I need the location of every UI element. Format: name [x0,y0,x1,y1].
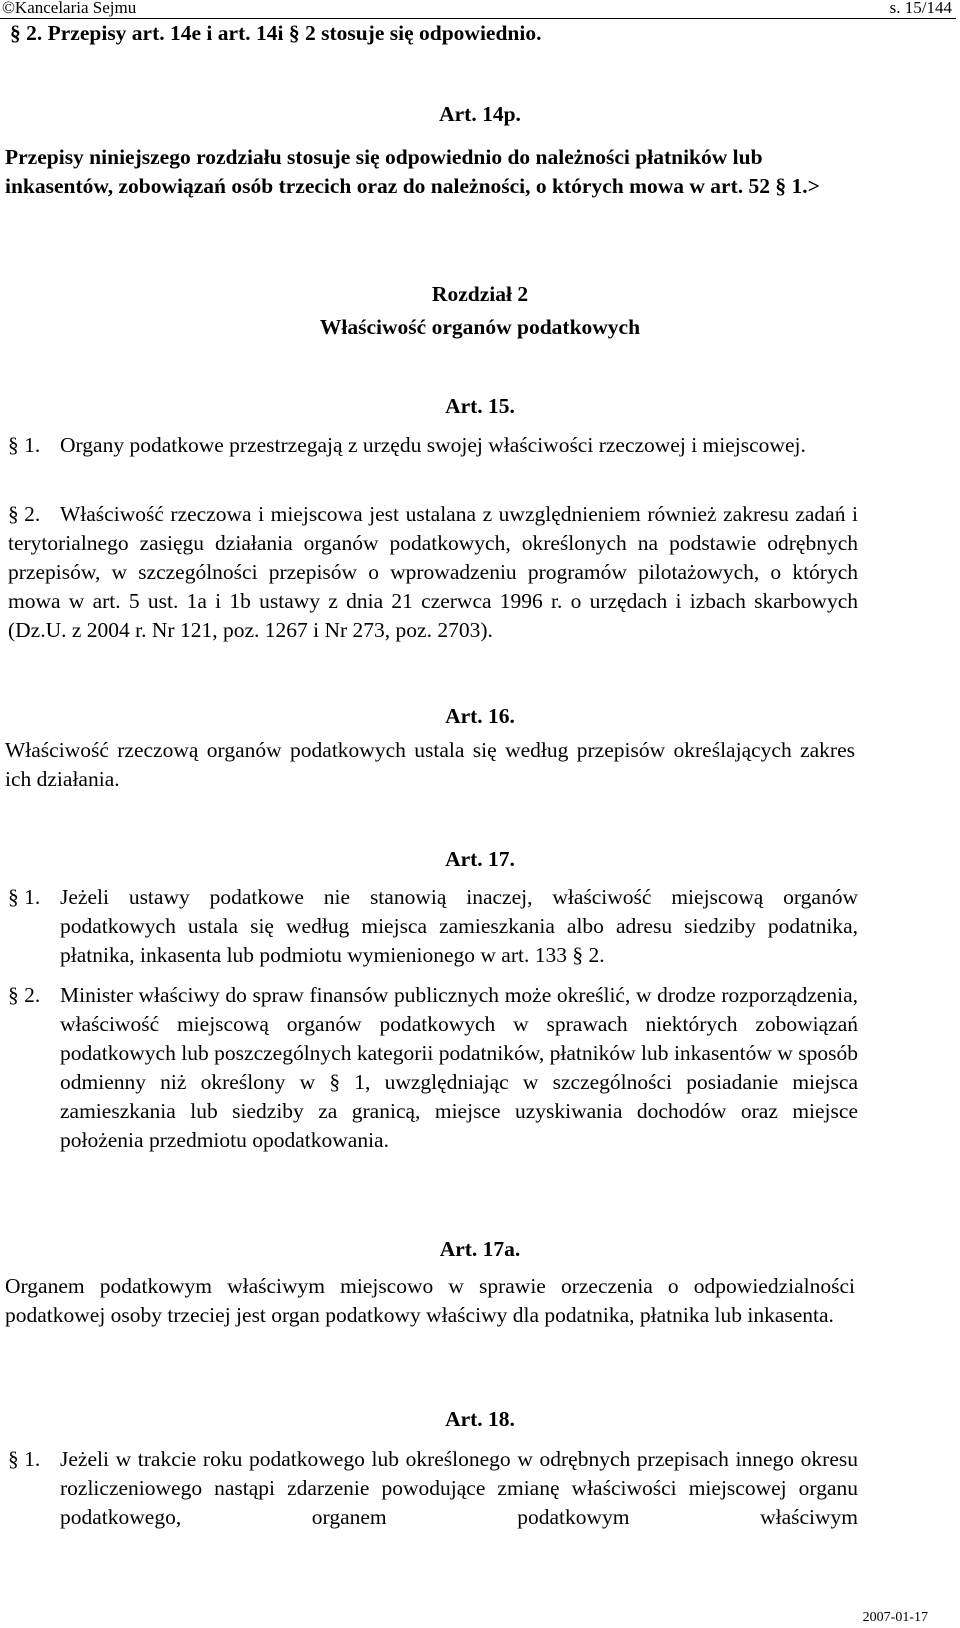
paragraph-text: Jeżeli w trakcie roku podatkowego lub określonego w odrębnych przepisach innego okresu rozliczeniowego nastąpi zdarzenie powodujące zmianę właściwości miejscowej organu podatkowego, organem podatkowym właściwym [60,1447,858,1529]
chapter-title: Właściwość organów podatkowych [319,315,641,339]
art-15-paragraph-2 [8,500,858,680]
paragraph-number: § 1. [8,885,41,909]
art-18-paragraph-1 [8,1445,858,1535]
paragraph-text: Minister właściwy do spraw finansów publicznych może określić, w drodze rozporządzenia, właściwość miejscową organów podatkowych w sprawach niektórych zobowiązań podatkowych lub poszczególnych kategorii podatników, płatników lub inkasentów w sposób odmienny niż określony w § 1, uwzględniając w szczególności posiadanie miejsca zamieszkania lub siedziby za granicą, miejsce uzyskiwania dochodów oraz miejsce położenia przedmiotu opodatkowania. [60,983,858,1152]
paragraph-number: § 2. [8,983,41,1007]
chapter-number: Rozdział 2 [431,282,529,306]
page-header [0,0,956,19]
art-15-heading: Art. 15. [445,394,515,418]
paragraph-number: § 2. [8,502,41,526]
paragraph-text: Organy podatkowe przestrzegają z urzędu swojej właściwości rzeczowej i miejscowej. [60,433,806,457]
paragraph-number: § 1. [8,433,41,457]
art-17a-text: Organem podatkowym właściwym miejscowo w sprawie orzeczenia o odpowiedzialności podatkowej osoby trzeciej jest organ podatkowy właściwy dla podatnika, płatnika lub inkasenta. [5,1274,855,1327]
art-14p-text: Przepisy niniejszego rozdziału stosuje się odpowiednio do należności płatników lub inkasentów, zobowiązań osób trzecich oraz do należności, o których mowa w art. 52 § 1.> [5,145,820,198]
header-source: ©Kancelaria Sejmu [2,0,137,17]
art-17-paragraph-2 [8,981,858,1191]
art-17-heading: Art. 17. [445,847,515,871]
paragraph-number: § 1. [8,1447,41,1471]
art-17a-heading: Art. 17a. [439,1237,521,1261]
art-14p-heading: Art. 14p. [439,102,521,126]
art-16-text: Właściwość rzeczową organów podatkowych ustala się według przepisów określających zakres ich działania. [5,738,855,791]
paragraph-text: Jeżeli ustawy podatkowe nie stanowią inaczej, właściwość miejscową organów podatkowych ustala się według miejsca zamieszkania albo adresu siedziby podatnika, płatnika, inkasenta lub podmiotu wymienionego w art. 133 § 2. [60,885,858,967]
art-18-heading: Art. 18. [445,1407,515,1431]
section-line-top: § 2. Przepisy art. 14e i art. 14i § 2 stosuje się odpowiednio. [10,21,542,45]
page-number: s. 15/144 [889,0,952,17]
art-15-paragraph-1 [8,431,858,495]
art-17-paragraph-1 [8,883,858,973]
art-16-heading: Art. 16. [445,704,515,728]
footer-date: 2007-01-17 [862,1610,928,1625]
paragraph-text: Właściwość rzeczowa i miejscowa jest ustalana z uwzględnieniem również zakresu zadań i terytorialnego zasięgu działania organów podatkowych, określonych na podstawie odrębnych przepisów, w szczególności przepisów o wprowadzeniu programów pilotażowych, o których mowa w art. 5 ust. 1a i 1b ustawy z dnia 21 czerwca 1996 r. o urzędach i izbach skarbowych (Dz.U. z 2004 r. Nr 121, poz. 1267 i Nr 273, poz. 2703). [8,502,858,642]
